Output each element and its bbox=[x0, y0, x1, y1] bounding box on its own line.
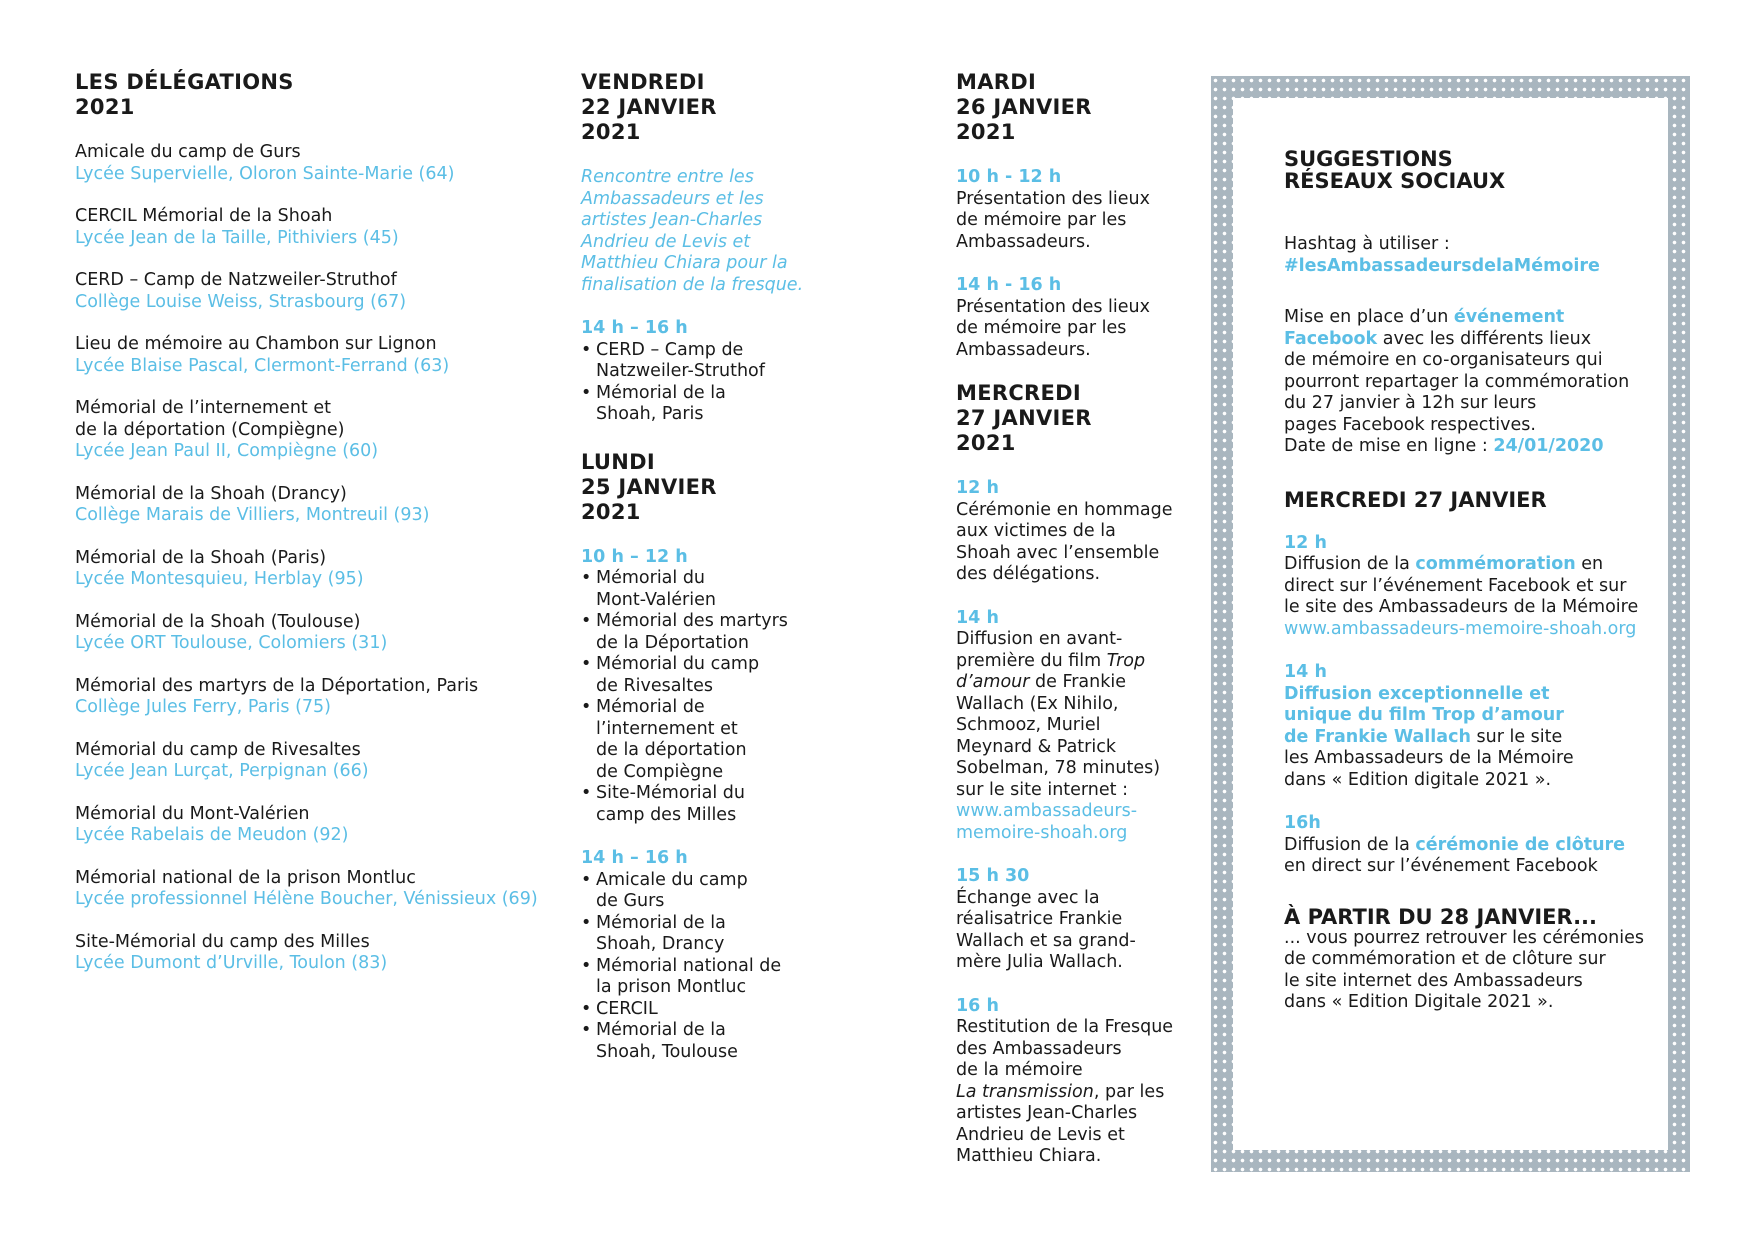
link-line: memoire-shoah.org bbox=[956, 822, 1128, 843]
link-line: unique du film Trop d’amour bbox=[1284, 705, 1564, 725]
text-line: Échange avec la bbox=[956, 887, 1100, 908]
delegation-school: Lycée Montesquieu, Herblay (95) bbox=[75, 569, 364, 589]
panel-content: SUGGESTIONS RÉSEAUX SOCIAUX Hashtag à utiliser : #lesAmbassadeursdelaMémoire Mise en place d’un événement Facebook avec les différents lieux de mémoire en co-organisateurs qui pourront repartager la commémoration du 27 janvier à 12h sur leurs pages Facebook respectives. Date de mise en ligne : 24/01/2020 MERCREDI 27 JANVIER 12 h Diffusion de la commémoration en direct sur l’événement Facebook et sur le site des Ambassadeurs de la Mémoire www.ambassadeurs-memoire-shoah.org 14 h Diffusion exceptionnelle et unique du film Trop d’amour de Frankie Wallach sur le site les Ambassadeurs de la Mémoire dans « Edition digitale 2021 ». 16h Diffusion de la cérémonie de clôture en direct sur l’événement Facebook À PARTIR DU 28 JANVIER... ... vous pourrez retrouver les cérémonies de commémoration et de clôture sur le site internet des Ambassadeurs dans « Edition Digitale 2021 ». bbox=[1284, 148, 1684, 1014]
delegation-place: Mémorial des martyrs de la Déportation, Paris bbox=[75, 675, 479, 696]
monday-time-1: 10 h – 12 h bbox=[581, 546, 688, 567]
monday-time-2: 14 h – 16 h bbox=[581, 848, 688, 868]
friday-heading: VENDREDI 22 JANVIER 2021 bbox=[581, 70, 717, 144]
text-line: Shoah avec l’ensemble bbox=[956, 542, 1160, 563]
delegation-item bbox=[75, 484, 575, 527]
delegation-place: de la déportation (Compiègne) bbox=[75, 419, 345, 440]
tuesday-text-2 bbox=[956, 297, 1196, 362]
delegation-item bbox=[75, 740, 575, 783]
text-line: Ambassadeurs. bbox=[956, 231, 1091, 252]
text-line: les Ambassadeurs de la Mémoire bbox=[1284, 748, 1574, 768]
text-line: de commémoration et de clôture sur bbox=[1284, 949, 1606, 969]
delegation-item bbox=[75, 334, 575, 377]
text-line: pages Facebook respectives. bbox=[1284, 414, 1536, 435]
monday-heading: LUNDI 25 JANVIER 2021 bbox=[581, 449, 717, 524]
text-line: Ambassadeurs et les bbox=[581, 188, 764, 209]
list-item: • Mémorial de la Shoah, Drancy bbox=[581, 913, 821, 956]
text-line: des délégations. bbox=[956, 564, 1101, 584]
wednesday-text-4: Restitution de la Fresque des Ambassadeurs de la mémoire La transmission, par les artistes Jean-Charles Andrieu de Levis et Matthieu Chiara. bbox=[956, 1017, 1196, 1168]
wednesday-text-2: Diffusion en avant- première du film Trop d’amour de Frankie Wallach (Ex Nihilo, Schmooz, Muriel Meynard & Patrick Sobelman, 78 minutes) sur le site internet : www.ambassadeurs- memoire-shoah.org bbox=[956, 629, 1196, 844]
monday-list-1 bbox=[581, 568, 821, 826]
list-item: • Mémorial du camp de Rivesaltes bbox=[581, 654, 821, 697]
text-line: Andrieu de Levis et bbox=[581, 231, 751, 252]
list-item: • CERCIL bbox=[581, 999, 821, 1021]
from-28-text bbox=[1284, 928, 1684, 1014]
facebook-event-link[interactable]: événement bbox=[1453, 307, 1565, 327]
delegation-school: Lycée Jean Lurçat, Perpignan (66) bbox=[75, 761, 369, 781]
link-line: www.ambassadeurs- bbox=[956, 801, 1138, 821]
text-line: Rencontre entre les bbox=[581, 167, 754, 187]
text-line: le site internet des Ambassadeurs bbox=[1284, 970, 1583, 991]
delegation-school: Lycée Supervielle, Oloron Sainte-Marie (64) bbox=[75, 163, 455, 184]
delegation-school: Lycée Rabelais de Meudon (92) bbox=[75, 825, 349, 845]
wednesday-text-3 bbox=[956, 888, 1196, 974]
list-item: • Site-Mémorial du camp des Milles bbox=[581, 783, 821, 826]
delegation-item bbox=[75, 612, 575, 655]
text-line: artistes Jean-Charles bbox=[581, 210, 763, 230]
text-line: de mémoire par les bbox=[956, 318, 1127, 338]
delegation-item bbox=[75, 270, 575, 313]
monday-list-2 bbox=[581, 870, 821, 1064]
list-item: • Amicale du camp de Gurs bbox=[581, 870, 821, 913]
delegation-school: Lycée ORT Toulouse, Colomiers (31) bbox=[75, 633, 388, 653]
text-line: de mémoire en co-organisateurs qui bbox=[1284, 350, 1603, 370]
text-line: Matthieu Chiara. bbox=[956, 1146, 1102, 1166]
text-line: ... vous pourrez retrouver les cérémonies bbox=[1284, 927, 1644, 948]
text-line: Sobelman, 78 minutes) bbox=[956, 758, 1161, 778]
tuesday-heading: MARDI 26 JANVIER 2021 bbox=[956, 70, 1092, 144]
text-line: Cérémonie en hommage bbox=[956, 499, 1173, 520]
list-item: • Mémorial des martyrs de la Déportation bbox=[581, 611, 821, 654]
list-item: • Mémorial de la Shoah, Paris bbox=[581, 383, 821, 426]
delegation-item bbox=[75, 868, 575, 911]
text-line: Restitution de la Fresque bbox=[956, 1017, 1174, 1037]
text-line: Wallach et sa grand- bbox=[956, 930, 1136, 951]
text-line: pourront repartager la commémoration bbox=[1284, 371, 1630, 392]
text-line: artistes Jean-Charles bbox=[956, 1103, 1138, 1123]
delegation-place: Mémorial du Mont-Valérien bbox=[75, 803, 310, 824]
wednesday-text-1 bbox=[956, 500, 1196, 586]
delegation-place: Mémorial national de la prison Montluc bbox=[75, 867, 416, 888]
panel-title: SUGGESTIONS RÉSEAUX SOCIAUX bbox=[1284, 147, 1506, 193]
delegation-place: Mémorial de la Shoah (Toulouse) bbox=[75, 611, 361, 632]
text-line: Wallach (Ex Nihilo, bbox=[956, 693, 1119, 714]
delegations-list bbox=[75, 142, 575, 975]
text-line: réalisatrice Frankie bbox=[956, 909, 1123, 929]
delegations-column bbox=[75, 70, 575, 996]
wednesday-time-1: 12 h bbox=[956, 478, 999, 498]
text-line: dans « Edition Digitale 2021 ». bbox=[1284, 992, 1554, 1012]
text-line: Andrieu de Levis et bbox=[956, 1124, 1125, 1145]
delegation-school: Collège Louise Weiss, Strasbourg (67) bbox=[75, 291, 407, 312]
delegation-item bbox=[75, 398, 575, 463]
delegation-place: Lieu de mémoire au Chambon sur Lignon bbox=[75, 334, 437, 354]
text-line: aux victimes de la bbox=[956, 521, 1116, 541]
text-line: Matthieu Chiara pour la bbox=[581, 253, 788, 273]
text-line: dans « Edition digitale 2021 ». bbox=[1284, 769, 1552, 790]
delegation-item bbox=[75, 932, 575, 975]
text-line: Présentation des lieux bbox=[956, 188, 1150, 209]
delegation-place: CERD – Camp de Natzweiler-Struthof bbox=[75, 270, 397, 290]
text-line: sur le site internet : bbox=[956, 779, 1128, 800]
delegation-school: Collège Jules Ferry, Paris (75) bbox=[75, 697, 332, 717]
text-line: Meynard & Patrick bbox=[956, 736, 1116, 757]
text-line: des Ambassadeurs bbox=[956, 1038, 1122, 1059]
publish-date: 24/01/2020 bbox=[1493, 436, 1604, 456]
text-line: le site des Ambassadeurs de la Mémoire bbox=[1284, 597, 1639, 617]
tuesday-wednesday-column bbox=[956, 70, 1196, 1168]
friday-list bbox=[581, 340, 821, 426]
wednesday-time-3: 15 h 30 bbox=[956, 866, 1030, 886]
delegation-place: CERCIL Mémorial de la Shoah bbox=[75, 206, 333, 226]
panel-wednesday-title: MERCREDI 27 JANVIER bbox=[1284, 487, 1547, 512]
delegation-school: Lycée Jean Paul II, Compiègne (60) bbox=[75, 441, 379, 461]
text-line: finalisation de la fresque. bbox=[581, 274, 804, 295]
website-link[interactable] bbox=[956, 801, 1196, 844]
text-line: de la mémoire bbox=[956, 1060, 1083, 1080]
list-item: • Mémorial de l’internement et de la déportation de Compiègne bbox=[581, 697, 821, 783]
text-line: mère Julia Wallach. bbox=[956, 952, 1123, 972]
text-line: du 27 janvier à 12h sur leurs bbox=[1284, 393, 1537, 413]
social-suggestions-panel bbox=[1211, 76, 1690, 1172]
link-line: Diffusion exceptionnelle et bbox=[1284, 683, 1550, 704]
panel-website-link[interactable]: www.ambassadeurs-memoire-shoah.org bbox=[1284, 618, 1637, 639]
delegation-school: Collège Marais de Villiers, Montreuil (93) bbox=[75, 505, 430, 525]
delegation-place: Mémorial du camp de Rivesaltes bbox=[75, 739, 361, 760]
text-line: de mémoire par les bbox=[956, 210, 1127, 230]
text-line: direct sur l’événement Facebook et sur bbox=[1284, 575, 1627, 596]
panel-inner bbox=[1233, 98, 1668, 1150]
wednesday-time-4: 16 h bbox=[956, 995, 999, 1016]
wednesday-heading: MERCREDI 27 JANVIER 2021 bbox=[956, 381, 1092, 455]
delegation-item bbox=[75, 676, 575, 719]
delegation-school: Lycée Blaise Pascal, Clermont-Ferrand (63) bbox=[75, 355, 450, 376]
delegations-title: LES DÉLÉGATIONS 2021 bbox=[75, 70, 294, 119]
delegation-item bbox=[75, 142, 575, 185]
delegation-item bbox=[75, 804, 575, 847]
delegation-school: Lycée Jean de la Taille, Pithiviers (45) bbox=[75, 227, 399, 248]
tuesday-text-1 bbox=[956, 189, 1196, 254]
friday-time: 14 h – 16 h bbox=[581, 318, 688, 338]
text-line: Ambassadeurs. bbox=[956, 339, 1091, 360]
friday-intro bbox=[581, 167, 821, 296]
delegation-place: Mémorial de l’internement et bbox=[75, 398, 331, 418]
tuesday-time-2: 14 h - 16 h bbox=[956, 275, 1062, 295]
wednesday-time-2: 14 h bbox=[956, 607, 999, 628]
hashtag: #lesAmbassadeursdelaMémoire bbox=[1284, 255, 1600, 276]
text-line: Présentation des lieux bbox=[956, 296, 1150, 317]
delegation-item bbox=[75, 548, 575, 591]
delegation-school: Lycée professionnel Hélène Boucher, Vénissieux (69) bbox=[75, 889, 538, 909]
delegation-place: Mémorial de la Shoah (Drancy) bbox=[75, 483, 347, 504]
list-item: • Mémorial national de la prison Montluc bbox=[581, 956, 821, 999]
tuesday-time-1: 10 h - 12 h bbox=[956, 167, 1062, 187]
delegation-school: Lycée Dumont d’Urville, Toulon (83) bbox=[75, 953, 388, 973]
delegation-place: Site-Mémorial du camp des Milles bbox=[75, 931, 370, 952]
list-item: • Mémorial du Mont-Valérien bbox=[581, 568, 821, 611]
from-28-title: À PARTIR DU 28 JANVIER... bbox=[1284, 904, 1598, 929]
delegation-place: Mémorial de la Shoah (Paris) bbox=[75, 547, 327, 568]
delegation-item bbox=[75, 206, 575, 249]
list-item: • Mémorial de la Shoah, Toulouse bbox=[581, 1020, 821, 1063]
text-line: Schmooz, Muriel bbox=[956, 715, 1101, 735]
delegation-place: Amicale du camp de Gurs bbox=[75, 142, 301, 162]
list-item: • CERD – Camp de Natzweiler-Struthof bbox=[581, 340, 821, 383]
friday-monday-column bbox=[581, 70, 821, 1063]
